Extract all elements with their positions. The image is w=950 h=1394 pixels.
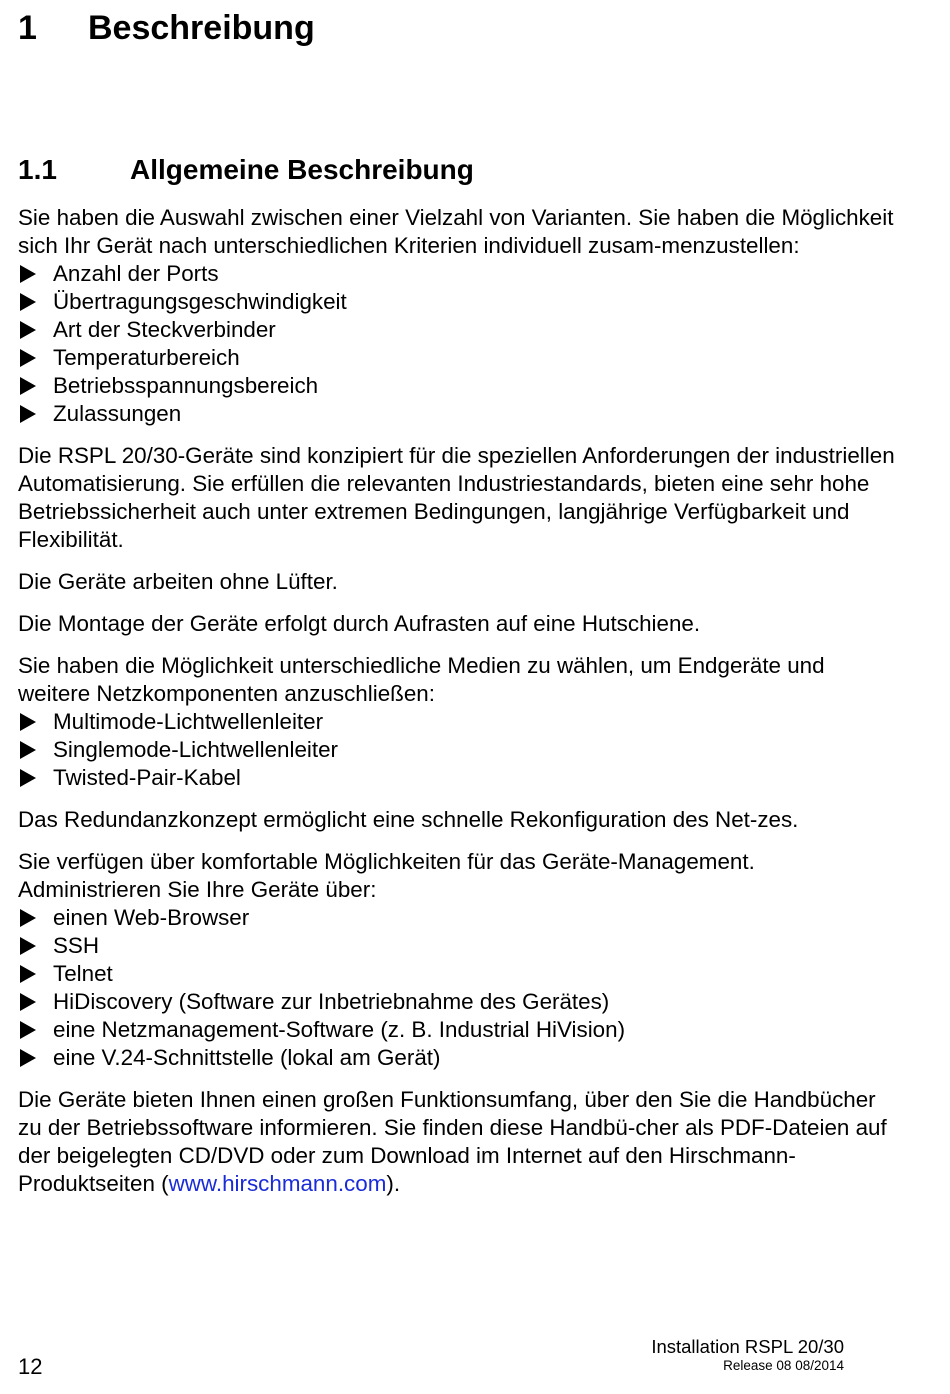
footer-document-title: Installation RSPL 20/30 [651, 1336, 844, 1357]
hirschmann-link[interactable]: www.hirschmann.com [168, 1171, 387, 1196]
list-item [18, 960, 898, 988]
footer-release: Release 08 08/2014 [723, 1358, 844, 1373]
list-item [18, 344, 898, 372]
triangle-bullet-icon [20, 909, 36, 927]
list-item-text: Übertragungsgeschwindigkeit [53, 289, 347, 314]
list-item-text: Zulassungen [53, 401, 182, 426]
list-item-text: einen Web-Browser [53, 905, 250, 930]
list-item-text: Temperaturbereich [53, 345, 240, 370]
triangle-bullet-icon [20, 321, 36, 339]
paragraph-manuals-text: Die Geräte bieten Ihnen einen großen Funktionsumfang, über den Sie die Handbücher zu der Betriebssoftware informieren. Sie finden diese Handbü-cher als PDF-Dateien auf der beigelegten CD/DVD oder zum Download im Internet auf den Hirschmann-Produktseiten ( [18, 1087, 887, 1196]
list-item [18, 400, 898, 428]
list-item-text: Telnet [53, 961, 113, 986]
paragraph-fanless: Die Geräte arbeiten ohne Lüfter. [18, 569, 338, 594]
criteria-list [18, 260, 898, 428]
list-item [18, 988, 898, 1016]
triangle-bullet-icon [20, 741, 36, 759]
triangle-bullet-icon [20, 349, 36, 367]
paragraph-variants: Sie haben die Auswahl zwischen einer Vielzahl von Varianten. Sie haben die Möglichkeit sich Ihr Gerät nach unterschiedlichen Kriterien individuell zusam-menzustellen: [18, 205, 894, 258]
triangle-bullet-icon [20, 1021, 36, 1039]
paragraph-media: Sie haben die Möglichkeit unterschiedliche Medien zu wählen, um Endgeräte und weitere Netzkomponenten anzuschließen: [18, 653, 825, 706]
paragraph-manuals [18, 1086, 898, 1198]
list-item-text: Twisted-Pair-Kabel [53, 765, 241, 790]
section-title: Allgemeine Beschreibung [130, 154, 474, 185]
paragraph-manuals-end: ). [386, 1171, 401, 1196]
chapter-heading [18, 8, 315, 48]
section-number: 1.1 [18, 154, 57, 185]
list-item-text: eine V.24-Schnittstelle (lokal am Gerät) [53, 1045, 441, 1070]
list-item-text: Multimode-Lichtwellenleiter [53, 709, 324, 734]
list-item-text: Betriebsspannungsbereich [53, 373, 319, 398]
triangle-bullet-icon [20, 993, 36, 1011]
footer-document-info [651, 1336, 844, 1374]
media-list [18, 708, 898, 792]
list-item [18, 372, 898, 400]
chapter-title: Beschreibung [88, 9, 315, 47]
triangle-bullet-icon [20, 1049, 36, 1067]
list-item [18, 1016, 898, 1044]
triangle-bullet-icon [20, 293, 36, 311]
list-item [18, 1044, 898, 1072]
paragraph-management: Sie verfügen über komfortable Möglichkeiten für das Geräte-Management. Administrieren Sie Ihre Geräte über: [18, 849, 755, 902]
list-item [18, 932, 898, 960]
list-item-text: Singlemode-Lichtwellenleiter [53, 737, 339, 762]
triangle-bullet-icon [20, 937, 36, 955]
list-item-text: SSH [53, 933, 100, 958]
chapter-number: 1 [18, 9, 37, 47]
list-item [18, 260, 898, 288]
paragraph-mounting: Die Montage der Geräte erfolgt durch Aufrasten auf eine Hutschiene. [18, 611, 701, 636]
triangle-bullet-icon [20, 265, 36, 283]
page-number: 12 [18, 1354, 43, 1379]
triangle-bullet-icon [20, 965, 36, 983]
body-text [18, 204, 898, 1212]
list-item [18, 288, 898, 316]
list-item [18, 316, 898, 344]
management-list [18, 904, 898, 1072]
list-item-text: Art der Steckverbinder [53, 317, 276, 342]
list-item [18, 708, 898, 736]
triangle-bullet-icon [20, 405, 36, 423]
list-item-text: HiDiscovery (Software zur Inbetriebnahme des Gerätes) [53, 989, 610, 1014]
list-item [18, 764, 898, 792]
list-item [18, 904, 898, 932]
triangle-bullet-icon [20, 713, 36, 731]
triangle-bullet-icon [20, 769, 36, 787]
list-item [18, 736, 898, 764]
list-item-text: eine Netzmanagement-Software (z. B. Industrial HiVision) [53, 1017, 626, 1042]
list-item-text: Anzahl der Ports [53, 261, 219, 286]
triangle-bullet-icon [20, 377, 36, 395]
paragraph-requirements: Die RSPL 20/30-Geräte sind konzipiert für die speziellen Anforderungen der industriellen Automatisierung. Sie erfüllen die relevanten Industriestandards, bieten eine sehr hohe Betriebssicherheit auch unter extremen Bedingungen, langjährige Verfügbarkeit und Flexibilität. [18, 443, 895, 552]
paragraph-redundancy: Das Redundanzkonzept ermöglicht eine schnelle Rekonfiguration des Net-zes. [18, 807, 799, 832]
section-heading [18, 153, 474, 187]
